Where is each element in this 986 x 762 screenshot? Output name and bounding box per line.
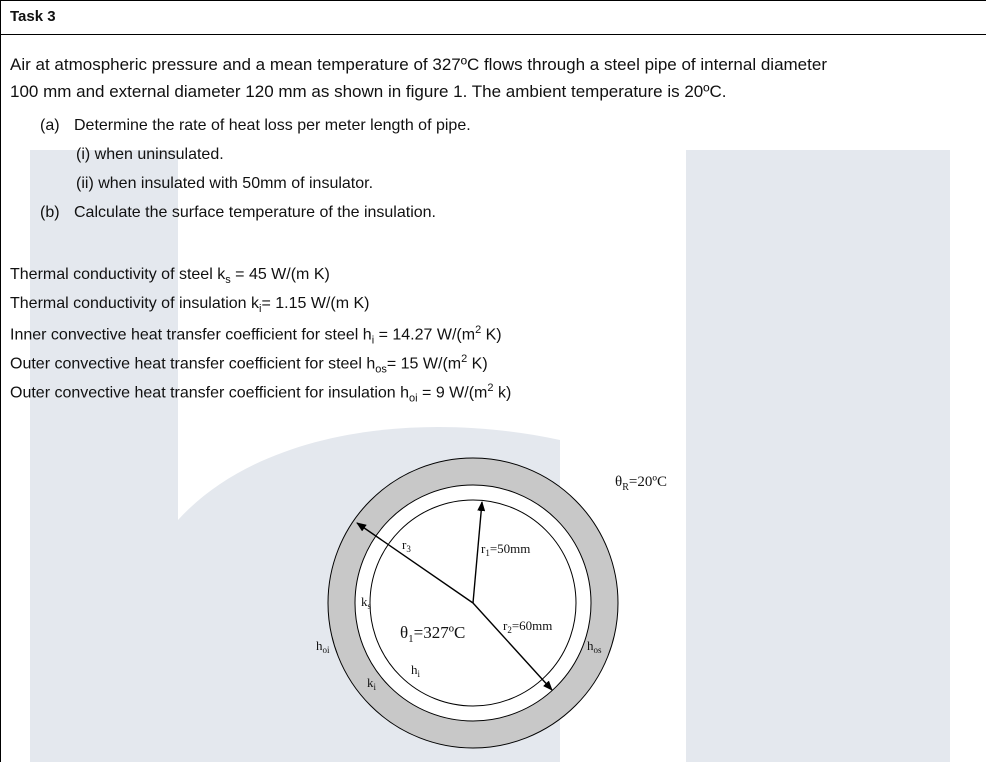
question-label: (b) [40, 204, 60, 221]
question-label: (ii) [76, 175, 94, 192]
task-title: Task 3 [10, 8, 56, 25]
steel-conductivity-label: $k_s$ [361, 594, 372, 611]
question-text: when uninsulated. [94, 146, 224, 163]
radius-r3-label: $r_3$ [402, 537, 411, 554]
property-steel-conductivity: Thermal conductivity of steel $k_s = 45$ W/(m K) [10, 266, 330, 287]
problem-line-2: 100 mm and external diameter 120 mm as shown in figure 1. The ambient temperature is 20ºC. [10, 82, 727, 101]
property-outer-convective-insulation: Outer convective heat transfer coefficient for insulation $h_{oi} = 9$ $W/(m^2$ k) [10, 382, 512, 405]
insulation-conductivity-label: $k_i$ [367, 675, 377, 692]
question-text: Determine the rate of heat loss per meter length of pipe. [74, 117, 471, 134]
question-label: (i) [76, 146, 91, 163]
radius-r1-label: $r_1=50mm$ [481, 541, 531, 558]
question-text: when insulated with 50mm of insulator. [98, 175, 374, 192]
ambient-temperature-label: $\theta_R=20ºC$ [615, 474, 667, 493]
problem-line-1: Air at atmospheric pressure and a mean temperature of 327ºC flows through a steel pipe of internal diameter [10, 55, 827, 74]
property-insulation-conductivity: Thermal conductivity of insulation $k_i= 1.15$ W/(m K) [10, 295, 370, 316]
property-inner-convective-steel: Inner convective heat transfer coefficient for steel $h_i = 14.27$ $W/(m^2$ K) [10, 324, 502, 347]
question-text: Calculate the surface temperature of the insulation. [74, 204, 436, 221]
insulation-outer-convection-label: $h_{oi}$ [316, 638, 330, 655]
inner-convection-label: $h_i$ [411, 662, 421, 679]
radius-r2-label: $r_2=60mm$ [503, 618, 553, 635]
fluid-temperature-label: $\theta_1=327ºC$ [400, 623, 466, 645]
steel-outer-convection-label: $h_{os}$ [587, 638, 602, 655]
property-outer-convective-steel: Outer convective heat transfer coefficient for steel $h_{os}= 15$ $W/(m^2$ K) [10, 353, 488, 376]
question-label: (a) [40, 117, 60, 134]
